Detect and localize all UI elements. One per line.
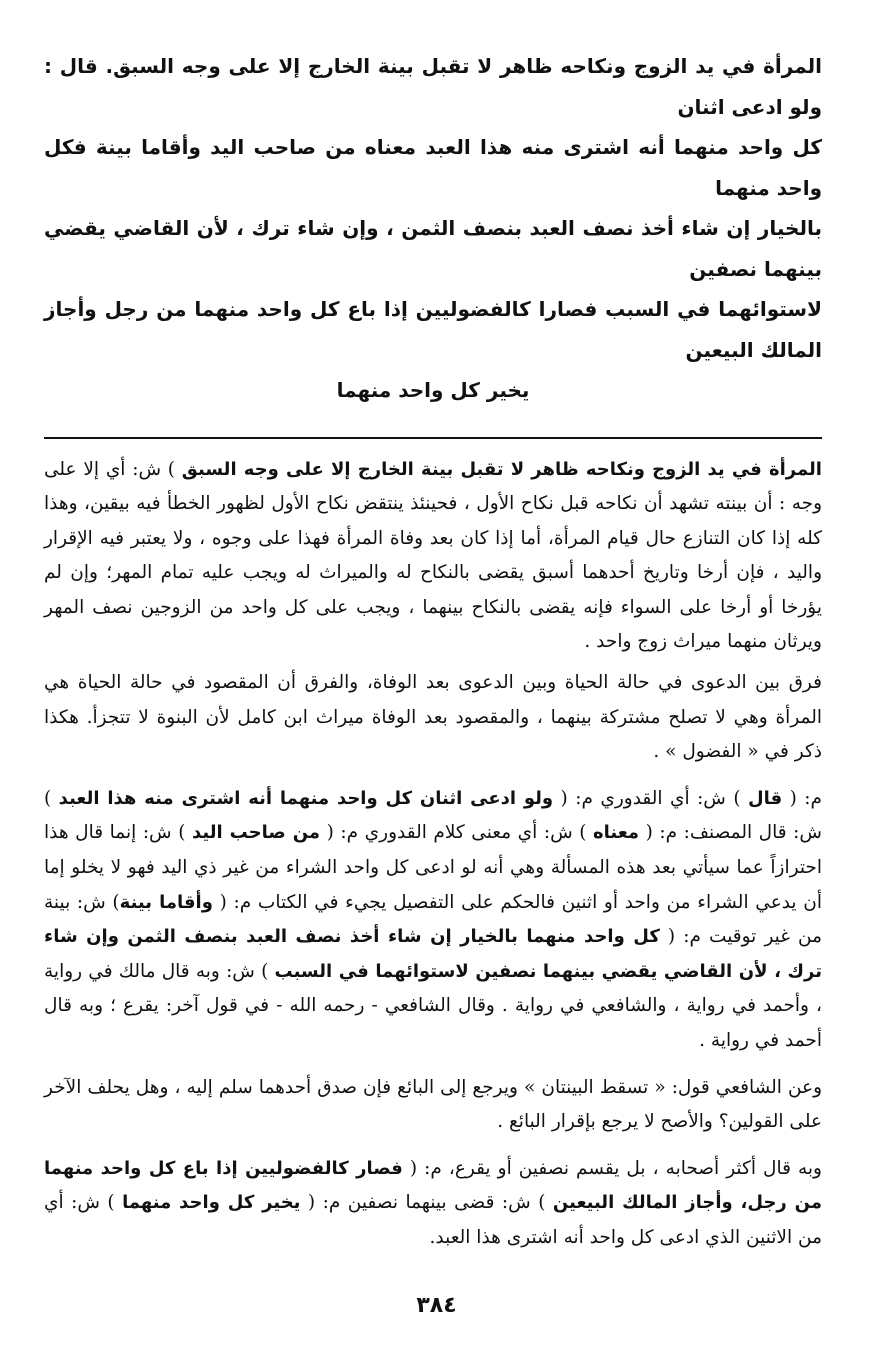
commentary-paragraph (44, 1071, 822, 1140)
commentary-text: ) ش: أي من الاثنين الذي ادعى كل واحد أنه اشترى هذا العبد. (44, 1192, 822, 1248)
commentary (44, 453, 822, 1256)
quoted-text: وأقاما بينة (119, 891, 213, 913)
main-text-line: كل واحد منهما أنه اشترى منه هذا العبد معناه من صاحب اليد وأقاما بينة فكل واحد منهما (44, 135, 822, 200)
commentary-paragraph (44, 453, 822, 661)
main-text-line: يخير كل واحد منهما (336, 378, 530, 402)
commentary-text: ) ش: وبه قال مالك في رواية ، وأحمد في رواية ، والشافعي في رواية . وقال الشافعي - رحمه الله - في قول آخر: يقرع ؛ وبه قال أحمد في رواية . (44, 960, 822, 1051)
quoted-text: معناه (593, 822, 640, 844)
quoted-text: فصار كالفضوليين إذا باع كل واحد منهما من رجل، وأجاز المالك البيعين (44, 1157, 823, 1214)
commentary-paragraph (44, 782, 822, 1059)
quoted-text: المرأة في يد الزوج ونكاحه ظاهر لا تقبل بينة الخارج إلا على وجه السبق (181, 458, 822, 480)
page-number: ٣٨٤ (416, 1293, 457, 1318)
commentary-text: ) ش: إنما قال هذا احترازاً عما سيأتي بعد هذه المسألة وهي أنه لو ادعى كل واحد الشراء من غير ذي اليد فهو لا يخلو إما أن يدعي الشراء من واحد أو اثنين فالحكم على التفصيل يجيء في الكتاب م: ( (44, 822, 823, 913)
book-page (44, 46, 822, 1268)
quoted-text: ولو ادعى اثنان كل واحد منهما أنه اشترى منه هذا العبد (58, 787, 554, 809)
quoted-text: كل واحد منهما بالخيار إن شاء أخذ نصف العبد بنصف الثمن وإن شاء ترك ، لأن القاضي يقضي بينهما نصفين لاستوائهما في السبب (44, 926, 823, 982)
quoted-text: يخير كل واحد منهما (122, 1192, 301, 1214)
quoted-text: قال (748, 787, 783, 809)
commentary-paragraph (44, 1152, 822, 1256)
commentary-text: فرق بين الدعوى في حالة الحياة وبين الدعوى بعد الوفاة، والفرق أن المقصود في حالة الحياة هي المرأة وهي لا تصلح مشتركة بينهما ، والمقصود بعد الوفاة ميراث ابن كامل لأن البنوة لا تتجزأ. هكذا ذكر في « الفضول » . (44, 672, 822, 763)
commentary-text: وعن الشافعي قول: « تسقط البينتان » ويرجع إلى البائع فإن صدق أحدهما سلم إليه ، وهل يحلف الآخر على القولين؟ والأصح لا يرجع بإقرار البائع . (44, 1076, 822, 1133)
commentary-text: ) ش: قال المصنف: م: ( (44, 787, 822, 844)
main-text-line: لاستوائهما في السبب فصارا كالفضوليين إذا باع كل واحد منهما من رجل وأجاز المالك البيعين (44, 297, 822, 362)
commentary-paragraph (44, 666, 822, 770)
main-text-line: بالخيار إن شاء أخذ نصف العبد بنصف الثمن ، وإن شاء ترك ، لأن القاضي يقضي بينهما نصفين (44, 216, 822, 281)
commentary-text: ) ش: أي إلا على وجه : أن بينته تشهد أن نكاحه قبل نكاح الأول ، فحينئذ ينتقض نكاح الأول لظهور الخطأ فيه بيقين، وهذا كله إذا كان التنازع حال قيام المرأة، أما إذا كان بعد وفاة المرأة فهذا على وجوه ، ولا يعتبر فيه الإقرار واليد ، فإن أرخا وتاريخ أحدهما أسبق يقضى بالنكاح له والميراث له ويجب عليه تمام المهر؛ وإن لم يؤرخا أو أرخا على السواء فإنه يقضى بالنكاح بينهما ، ويجب على كل واحد من الزوجين نصف المهر ويرثان منهما ميراث زوج واحد . (44, 458, 822, 653)
quoted-text: من صاحب اليد (191, 822, 321, 844)
main-text-line: المرأة في يد الزوج ونكاحه ظاهر لا تقبل بينة الخارج إلا على وجه السبق. قال : ولو ادعى اثنان (44, 54, 822, 119)
commentary-text: ) ش: بينة من غير توقيت م: ( (44, 891, 823, 948)
commentary-text: وبه قال أكثر أصحابه ، بل يقسم نصفين أو يقرع، م: ( (402, 1157, 822, 1179)
commentary-text: ) ش: أي القدوري م: ( (553, 787, 748, 809)
commentary-text: ) ش: قضى بينهما نصفين م: ( (300, 1192, 553, 1214)
commentary-text: ) ش: أي معنى كلام القدوري م: ( (320, 822, 594, 844)
separator-line (44, 437, 822, 439)
main-text (44, 46, 822, 411)
commentary-text: م: ( (782, 787, 822, 809)
